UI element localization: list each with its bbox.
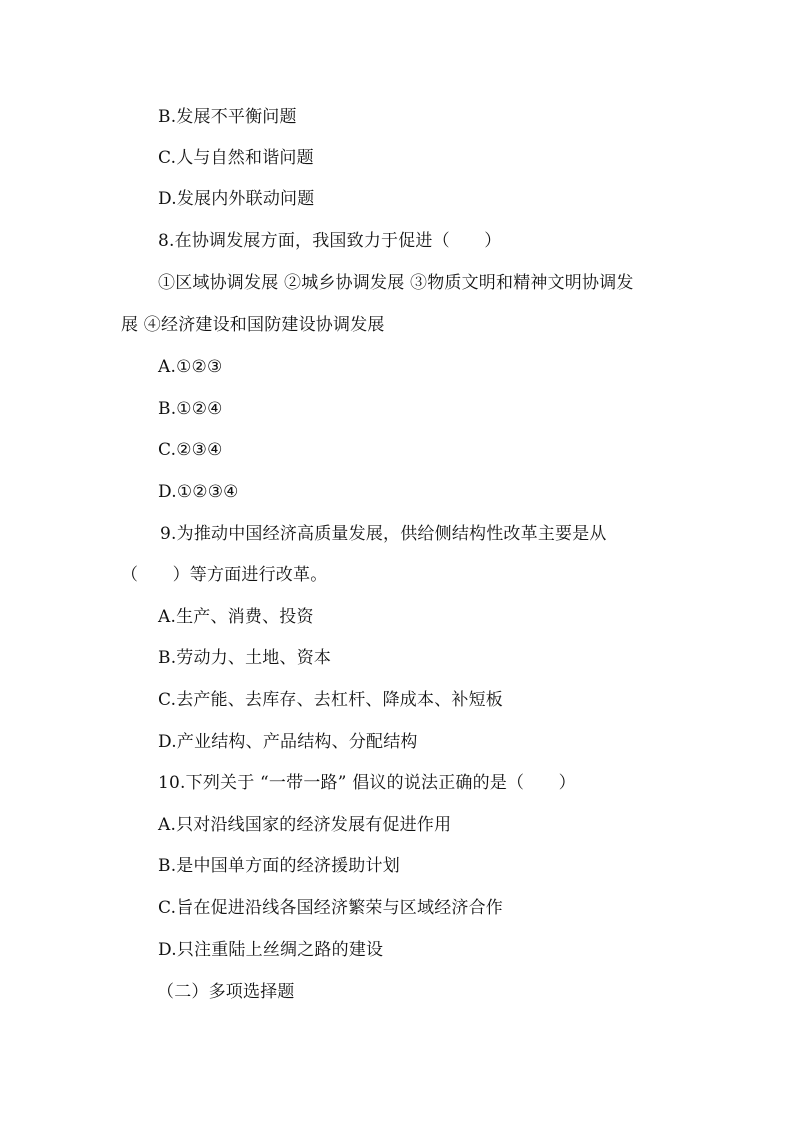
q8-option-c: C.②③④ — [158, 440, 223, 460]
q9-stem-line-1: 9.为推动中国经济高质量发展，供给侧结构性改革主要是从 — [160, 524, 607, 544]
q7-option-b: B.发展不平衡问题 — [158, 107, 297, 127]
q9-option-a: A.生产、消费、投资 — [158, 607, 314, 627]
section-heading-multiple-choice: （二）多项选择题 — [157, 982, 295, 1002]
q8-statements-line-1: ①区域协调发展 ②城乡协调发展 ③物质文明和精神文明协调发 — [158, 273, 634, 293]
q8-option-a: A.①②③ — [158, 357, 223, 377]
q9-option-c: C.去产能、去库存、去杠杆、降成本、补短板 — [158, 690, 504, 710]
q8-option-d: D.①②③④ — [158, 482, 239, 502]
q10-option-d: D.只注重陆上丝绸之路的建设 — [158, 940, 384, 960]
q9-option-b: B.劳动力、土地、资本 — [158, 648, 332, 668]
q10-option-a: A.只对沿线国家的经济发展有促进作用 — [158, 815, 452, 835]
q8-option-b: B.①②④ — [158, 399, 223, 419]
q10-option-c: C.旨在促进沿线各国经济繁荣与区域经济合作 — [158, 898, 504, 918]
q7-option-c: C.人与自然和谐问题 — [158, 148, 314, 168]
q8-statements-line-2: 展 ④经济建设和国防建设协调发展 — [121, 315, 385, 335]
q9-option-d: D.产业结构、产品结构、分配结构 — [158, 732, 418, 752]
q8-stem: 8.在协调发展方面，我国致力于促进（ ） — [158, 231, 502, 251]
q10-option-b: B.是中国单方面的经济援助计划 — [158, 856, 400, 876]
q10-stem: 10.下列关于 “一带一路” 倡议的说法正确的是（ ） — [158, 773, 576, 793]
q9-stem-line-2: （ ）等方面进行改革。 — [121, 565, 328, 585]
q7-option-d: D.发展内外联动问题 — [158, 189, 315, 209]
